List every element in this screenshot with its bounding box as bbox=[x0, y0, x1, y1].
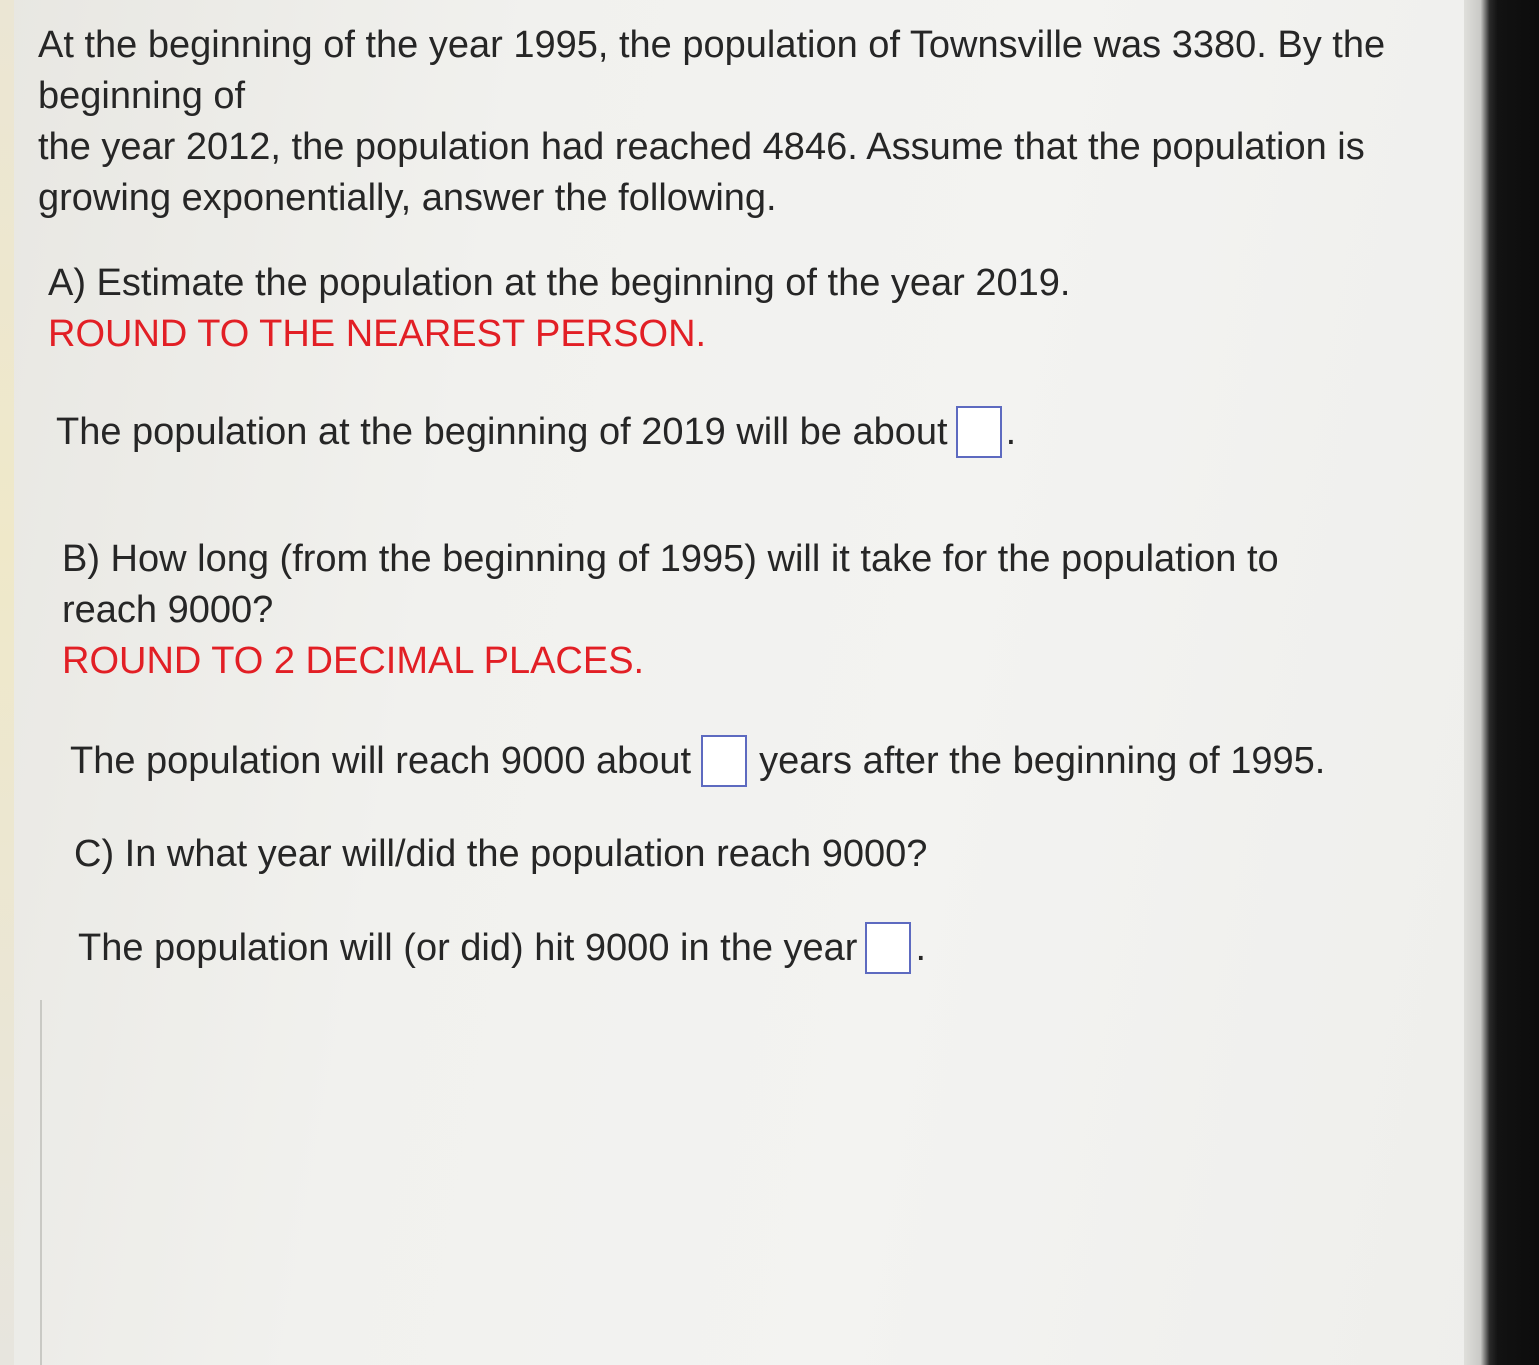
intro-line-1: At the beginning of the year 1995, the population of Townsville was 3380. By the bbox=[38, 24, 1386, 66]
part-a-question: A) Estimate the population at the beginning of the year 2019. bbox=[48, 262, 1071, 304]
monitor-bezel bbox=[1464, 0, 1539, 1365]
part-a-answer-row bbox=[56, 406, 1523, 458]
window-left-edge bbox=[0, 0, 14, 1365]
part-a-answer-suffix: . bbox=[1005, 411, 1017, 453]
part-b-answer-prefix: The population will reach 9000 about bbox=[70, 740, 692, 782]
intro-line-4: growing exponentially, answer the following. bbox=[38, 177, 777, 219]
part-c-answer-prefix: The population will (or did) hit 9000 in the year bbox=[78, 927, 858, 969]
part-c-answer-row bbox=[78, 922, 1523, 974]
frame-divider bbox=[40, 1000, 42, 1365]
part-c-question: C) In what year will/did the population reach 9000? bbox=[74, 833, 928, 875]
part-c bbox=[74, 829, 1523, 880]
part-b bbox=[62, 534, 1523, 687]
part-b-question-line-2: reach 9000? bbox=[62, 589, 274, 631]
part-b-answer-suffix: years after the beginning of 1995. bbox=[759, 740, 1326, 782]
part-a-answer-input[interactable] bbox=[956, 406, 1002, 458]
part-c-answer-suffix: . bbox=[915, 927, 927, 969]
problem-statement bbox=[38, 20, 1523, 224]
part-c-answer-input[interactable] bbox=[865, 922, 911, 974]
part-b-question-line-1: B) How long (from the beginning of 1995) will it take for the population to bbox=[62, 538, 1279, 580]
part-b-answer-row bbox=[70, 735, 1523, 787]
part-a-instruction: ROUND TO THE NEAREST PERSON. bbox=[48, 313, 707, 355]
part-b-answer-input[interactable] bbox=[701, 735, 747, 787]
intro-line-3: the year 2012, the population had reached 4846. Assume that the population is bbox=[38, 126, 1365, 168]
intro-line-2: beginning of bbox=[38, 75, 246, 117]
part-a bbox=[48, 258, 1523, 360]
question-panel bbox=[38, 20, 1523, 974]
part-a-answer-prefix: The population at the beginning of 2019 will be about bbox=[56, 411, 948, 453]
part-b-instruction: ROUND TO 2 DECIMAL PLACES. bbox=[62, 640, 645, 682]
